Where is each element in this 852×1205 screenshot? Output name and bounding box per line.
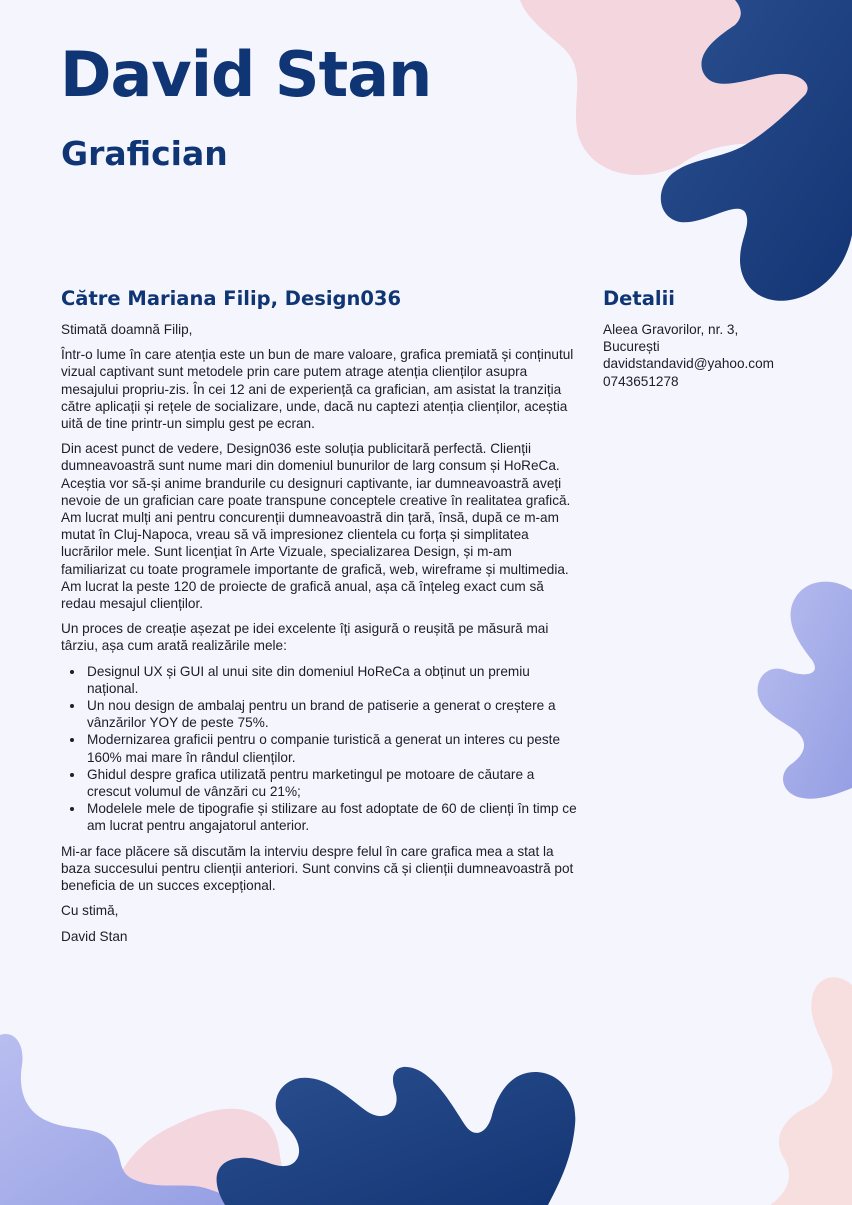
email-address: davidstandavid@yahoo.com	[603, 356, 774, 372]
achievement-item: • Modelele mele de tipografie și stilizare au fost adoptate de 60 de clienți în timp ce am lucrat pentru angajatorul anterior.	[85, 800, 579, 834]
address-line: Aleea Gravorilor, nr. 3,	[603, 322, 739, 337]
achievement-item: • Designul UX și GUI al unui site din domeniul HoReCa a obținut un premiu național.	[85, 663, 579, 697]
candidate-job-title: Grafician	[61, 134, 228, 173]
letter-paragraph: Din acest punct de vedere, Design036 este soluția publicitară perfectă. Clienții dumneavoastră sunt nume mari din domeniul bunurilor de larg consum și HoReCa. Aceștia vor să-și anime brandurile cu designuri captivante, iar dumneavoastră aveți nevoie de un grafician care poate transpune conceptele creative în realitatea grafică. Am lucrat mulți ani pentru concurenții dumneavoastră din țară, însă, după ce m-am mutat în Cluj-Napoca, vreau să vă impresionez clientela cu forța și simplitatea lucrărilor mele. Sunt licențiat în Arte Vizuale, specializarea Design, și m-am familiarizat cu toate programele importante de grafică, web, wireframe și multimedia. Am lucrat la peste 120 de proiecte de grafică anual, așa că înțeleg exact cum să redau mesajul clienților.	[61, 441, 571, 612]
letter-paragraph: Un proces de creație așezat pe idei excelente îți asigură o reușită pe măsură mai târziu, așa cum arată realizările mele:	[61, 621, 549, 654]
cover-letter-body	[61, 286, 579, 953]
achievement-item: • Modernizarea graficii pentru o companie turistică a generat un interes cu peste 160% mai mare în rândul clienților.	[85, 731, 579, 765]
peach-blob-bottom-right	[770, 977, 852, 1205]
letter-recipient-heading: Către Mariana Filip, Design036	[61, 287, 402, 310]
lavender-blob-right	[758, 582, 852, 799]
achievement-item: • Ghidul despre grafica utilizată pentru marketingul pe motoare de căutare a crescut volumul de vânzări cu 21%;	[85, 766, 579, 800]
details-heading: Detalii	[603, 287, 675, 310]
letter-sign-off: Cu stimă,	[61, 903, 119, 919]
letter-closing-paragraph: Mi-ar face plăcere să discutăm la interviu despre felul în care grafica mea a stat la baza succesului pentru clienții anteriori. Sunt convins că și clienții dumneavoastră pot beneficia de un succes excepțional.	[61, 843, 574, 894]
phone-number: 0743651278	[603, 373, 679, 389]
candidate-name: David Stan	[60, 38, 432, 111]
address-city: București	[603, 339, 660, 355]
achievement-item: • Un nou design de ambalaj pentru un brand de patiserie a generat o creștere a vânzărilor YOY de peste 75%.	[85, 697, 579, 731]
achievements-list	[61, 663, 579, 835]
letter-salutation: Stimată doamnă Filip,	[61, 322, 193, 337]
letter-paragraph: Într-o lume în care atenția este un bun de mare valoare, grafica premiată și conținutul vizual captivant sunt metodele prin care putem atrage atenția clienților asupra mesajului propriu-zis. În cei 12 ani de experiență ca grafician, am asistat la tranziția către aplicații și rețele de socializare, unde, dacă nu captezi atenția clienților, aceștia uită de tine printr-un simplu gest pe ecran.	[61, 347, 574, 432]
letter-signature: David Stan	[61, 928, 128, 944]
contact-details	[603, 286, 803, 390]
